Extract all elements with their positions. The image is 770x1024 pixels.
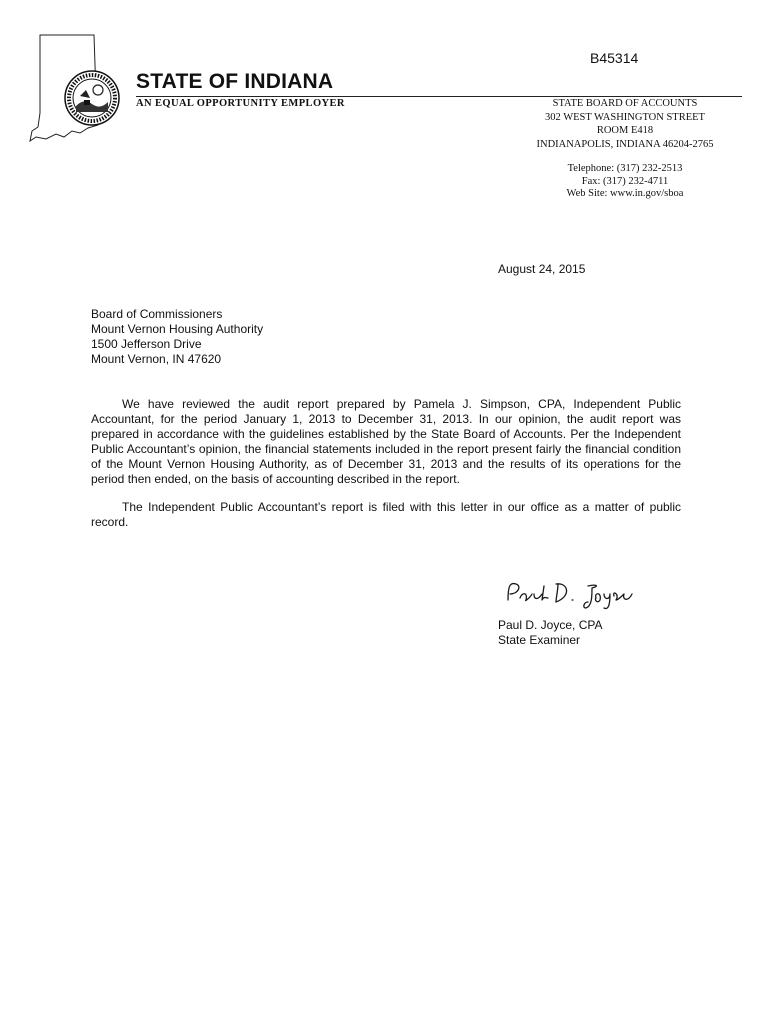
letterhead-subtitle: AN EQUAL OPPORTUNITY EMPLOYER	[136, 98, 345, 109]
signer-name: Paul D. Joyce, CPA	[498, 618, 603, 632]
agency-contact	[500, 163, 750, 201]
body-paragraph-2: The Independent Public Accountant’s report is filed with this letter in our office as a matter of public record.	[91, 500, 681, 529]
addressee-line: Mount Vernon, IN 47620	[91, 352, 222, 366]
indiana-state-seal-icon	[64, 70, 120, 126]
website-line: Web Site: www.in.gov/sboa	[566, 188, 684, 199]
addressee-line: Board of Commissioners	[91, 307, 223, 321]
body-paragraph-1: We have reviewed the audit report prepared by Pamela J. Simpson, CPA, Independent Public Accountant, for the period January 1, 2013 to December 31, 2013. In our opinion, the audit report was prepared in accordance with the guidelines established by the State Board of Accounts. Per the Independent Public Accountant’s opinion, the financial statements included in the report present fairly the financial condition of the Mount Vernon Housing Authority, as of December 31, 2013 and the results of its operations for the period then ended, on the basis of accounting described in the report.	[91, 397, 681, 486]
signer-title: State Examiner	[498, 633, 581, 647]
handwritten-signature	[504, 576, 634, 612]
agency-line: STATE BOARD OF ACCOUNTS	[552, 98, 698, 109]
signature-block	[498, 618, 602, 648]
addressee-line: Mount Vernon Housing Authority	[91, 322, 264, 336]
letterhead-title: STATE OF INDIANA	[136, 70, 334, 93]
addressee-block	[91, 307, 263, 367]
agency-line: ROOM E418	[596, 125, 654, 136]
letter-date: August 24, 2015	[498, 262, 586, 276]
document-id: B45314	[590, 50, 639, 66]
agency-line: INDIANAPOLIS, INDIANA 46204-2765	[536, 138, 714, 150]
agency-line: 302 WEST WASHINGTON STREET	[545, 111, 705, 123]
addressee-line: 1500 Jefferson Drive	[91, 337, 202, 351]
telephone-line: Telephone: (317) 232-2513	[567, 163, 683, 174]
agency-address	[500, 97, 750, 151]
fax-line: Fax: (317) 232-4711	[581, 175, 669, 187]
